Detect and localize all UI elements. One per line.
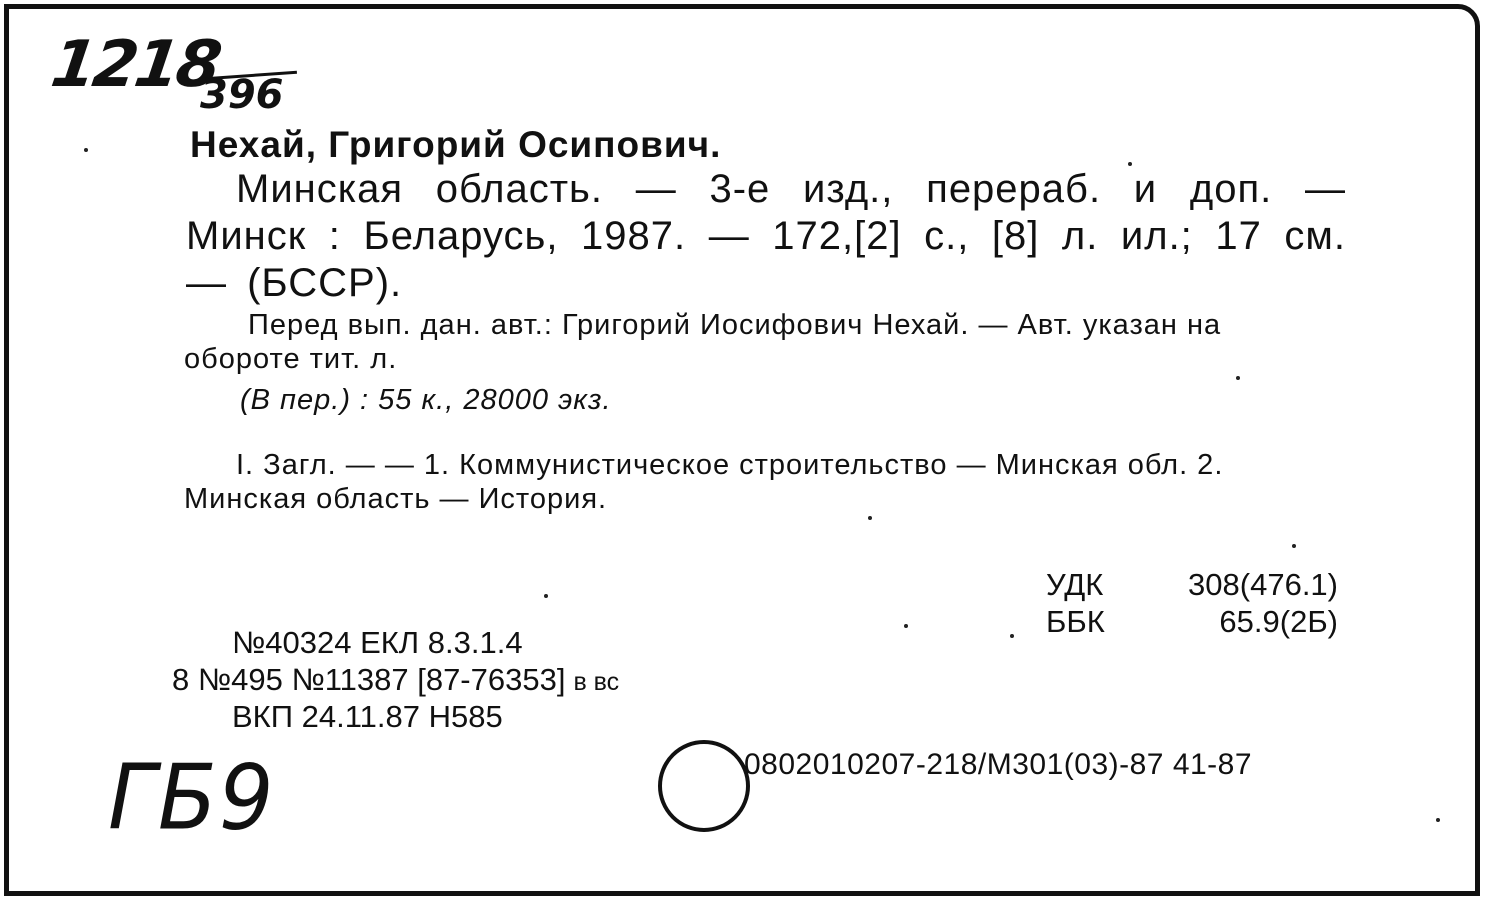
bbk-value: 65.9(2Б): [1219, 604, 1338, 639]
author-heading: Нехай, Григорий Осипович.: [190, 124, 722, 165]
speck: [1292, 544, 1296, 548]
record-line-3: ВКП 24.11.87 Н585: [232, 699, 503, 734]
handwritten-shelf-mark: ГБ9: [108, 745, 276, 851]
bbk-label: ББК: [1046, 604, 1105, 639]
speck: [1236, 376, 1240, 380]
handwritten-sub-number: 396: [200, 72, 284, 118]
classification-block: [1046, 566, 1338, 640]
speck: [1010, 634, 1014, 638]
record-line-2-suffix: в вс: [573, 668, 620, 696]
udk-label: УДК: [1046, 567, 1104, 602]
speck: [868, 516, 872, 520]
author-note: Перед вып. дан. авт.: Григорий Иосифович Нехай. — Авт. указан на обороте тит. л.: [184, 309, 1222, 375]
speck: [1436, 818, 1440, 822]
speck: [1128, 162, 1132, 166]
handwritten-call-number: 1218: [46, 28, 224, 102]
record-line-1: №40324 ЕКЛ 8.3.1.4: [232, 625, 523, 660]
bbk-row: [1046, 603, 1338, 640]
bibliographic-description: Минская область. — 3-е изд., перераб. и доп. — Минск : Беларусь, 1987. — 172,[2] с., [8] л. ил.; 17 см. — (БССР).: [186, 167, 1346, 305]
udk-row: [1046, 566, 1338, 603]
speck: [84, 148, 88, 152]
record-line-2-main: 8 №495 №11387 [87-76353]: [172, 662, 566, 697]
speck: [904, 624, 908, 628]
edition-code: 0802010207-218/М301(03)-87 41-87: [744, 748, 1253, 781]
record-line-2: [172, 661, 619, 701]
udk-value: 308(476.1): [1188, 567, 1338, 602]
stamp-circle: [658, 740, 750, 832]
speck: [544, 594, 548, 598]
price-note: (В пер.) : 55 к., 28000 экз.: [240, 384, 612, 416]
subject-tracings: I. Загл. — — 1. Коммунистическое строительство — Минская обл. 2. Минская область — История.: [184, 449, 1224, 515]
